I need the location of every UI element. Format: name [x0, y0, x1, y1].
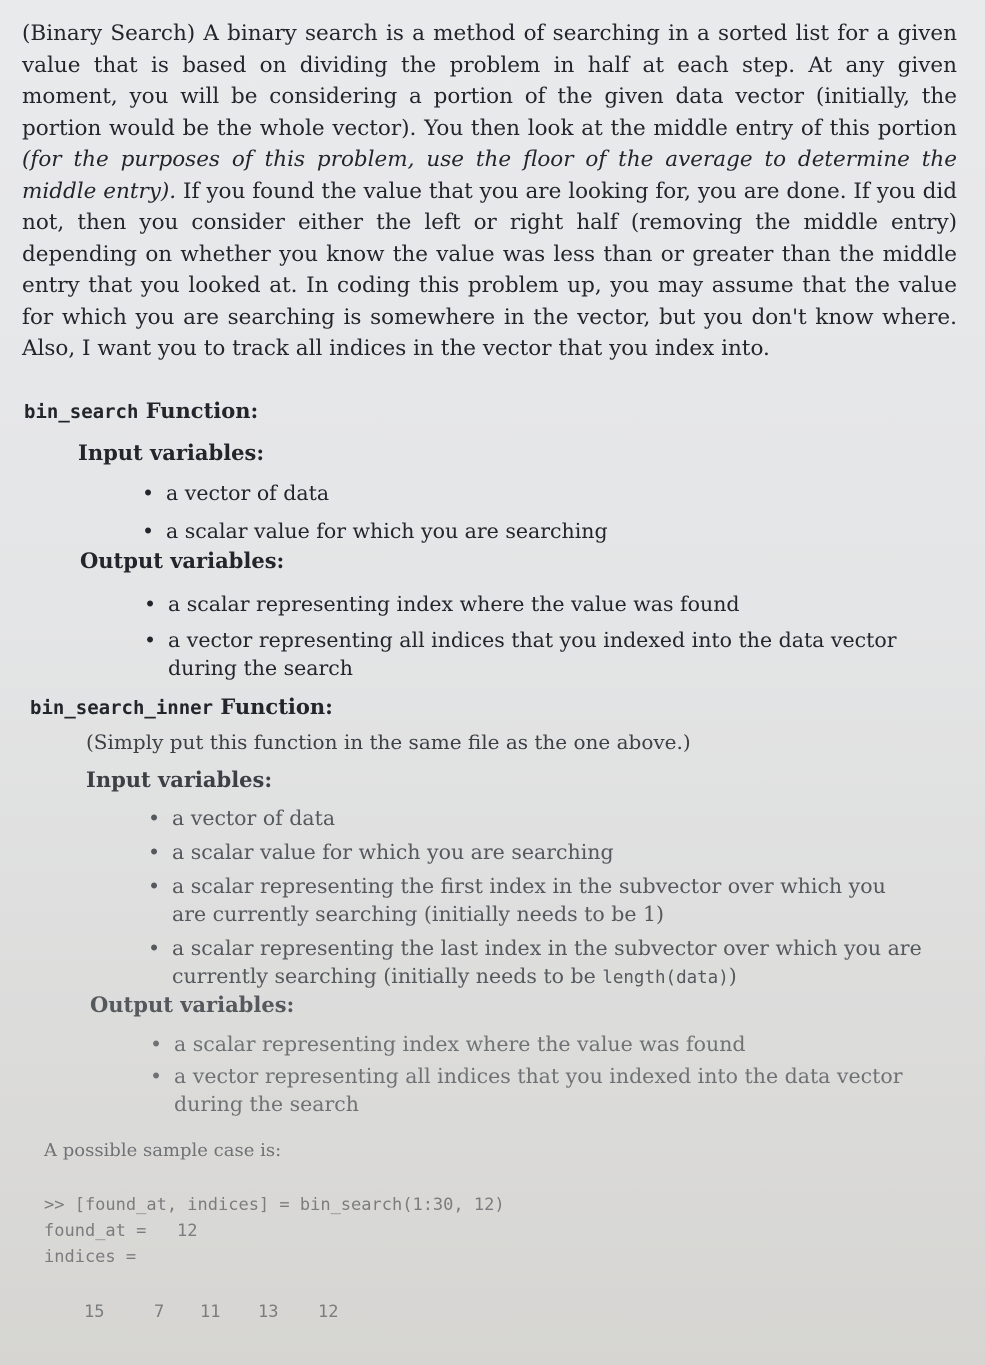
input4-code: length(data) [602, 968, 729, 988]
bin-search-inner-output-list [148, 1030, 928, 1118]
list-item: • a scalar representing index where the value was found [148, 1030, 928, 1058]
list-item: • a vector of data [146, 804, 926, 832]
intro-lead: (Binary Search) A binary search is a method of searching in a sorted list for a given value that is based on dividing the problem in half at each step. At any given moment, you will be considering a portion of the given data vector (initially, the portion would be the whole vector). You then look at the middle entry of this portion [22, 21, 957, 141]
bin-search-output-label: Output variables: [80, 548, 285, 573]
bin-search-inner-name: bin_search_inner [30, 697, 214, 719]
index-value: 15 [84, 1302, 105, 1322]
index-value: 7 [154, 1302, 165, 1322]
bin-search-input-list [140, 479, 940, 545]
bin-search-suffix: Function: [138, 398, 259, 423]
bin-search-name: bin_search [24, 401, 139, 423]
intro-italic: (for the purposes of this problem, use the floor of the average to determine the middle entry). [22, 147, 957, 204]
console-indices-line: indices = [44, 1247, 137, 1267]
list-item: • a vector of data [140, 479, 940, 507]
bin-search-inner-note: (Simply put this function in the same file as the one above.) [86, 730, 691, 754]
console-command: >> [found_at, indices] = bin_search(1:30, 12) [44, 1195, 505, 1215]
bin-search-inner-output-label: Output variables: [90, 992, 295, 1017]
list-item: • a scalar value for which you are searching [140, 517, 940, 545]
intro-rest: If you found the value that you are looking for, you are done. If you did not, then you consider either the left or right half (removing the middle entry) depending on whether you know the value was less than or greater than the middle entry that you looked at. In coding this problem up, you may assume that the value for which you are searching is somewhere in the vector, but you don't know where. Also, I want you to track all indices in the vector that you index into. [22, 178, 957, 361]
list-item: • a scalar value for which you are searching [146, 838, 926, 866]
index-value: 13 [258, 1302, 279, 1322]
console-found-line: found_at = 12 [44, 1221, 198, 1241]
bin-search-heading [24, 398, 258, 423]
bin-search-output-list [142, 590, 942, 682]
bin-search-inner-input-list [146, 804, 926, 992]
sample-console [44, 1192, 505, 1270]
bin-search-inner-heading [30, 694, 333, 719]
list-item [146, 934, 926, 992]
index-value: 12 [318, 1302, 339, 1322]
list-item: • a scalar representing the first index in the subvector over which you are currently searching (initially needs to be 1) [146, 872, 926, 928]
list-item: • a vector representing all indices that you indexed into the data vector during the search [142, 626, 942, 682]
input4-end: ) [728, 964, 737, 988]
input4-text: a scalar representing the last index in the subvector over which you are currently searching (initially needs to be [172, 936, 922, 988]
list-item: • a scalar representing index where the value was found [142, 590, 942, 618]
bin-search-inner-suffix: Function: [213, 694, 333, 719]
bin-search-inner-input-label: Input variables: [86, 767, 273, 792]
sample-label: A possible sample case is: [44, 1140, 282, 1161]
problem-description [20, 18, 957, 365]
indices-values [84, 1302, 358, 1322]
index-value: 11 [200, 1302, 221, 1322]
list-item: • a vector representing all indices that you indexed into the data vector during the search [148, 1062, 928, 1118]
bin-search-input-label: Input variables: [78, 440, 265, 465]
